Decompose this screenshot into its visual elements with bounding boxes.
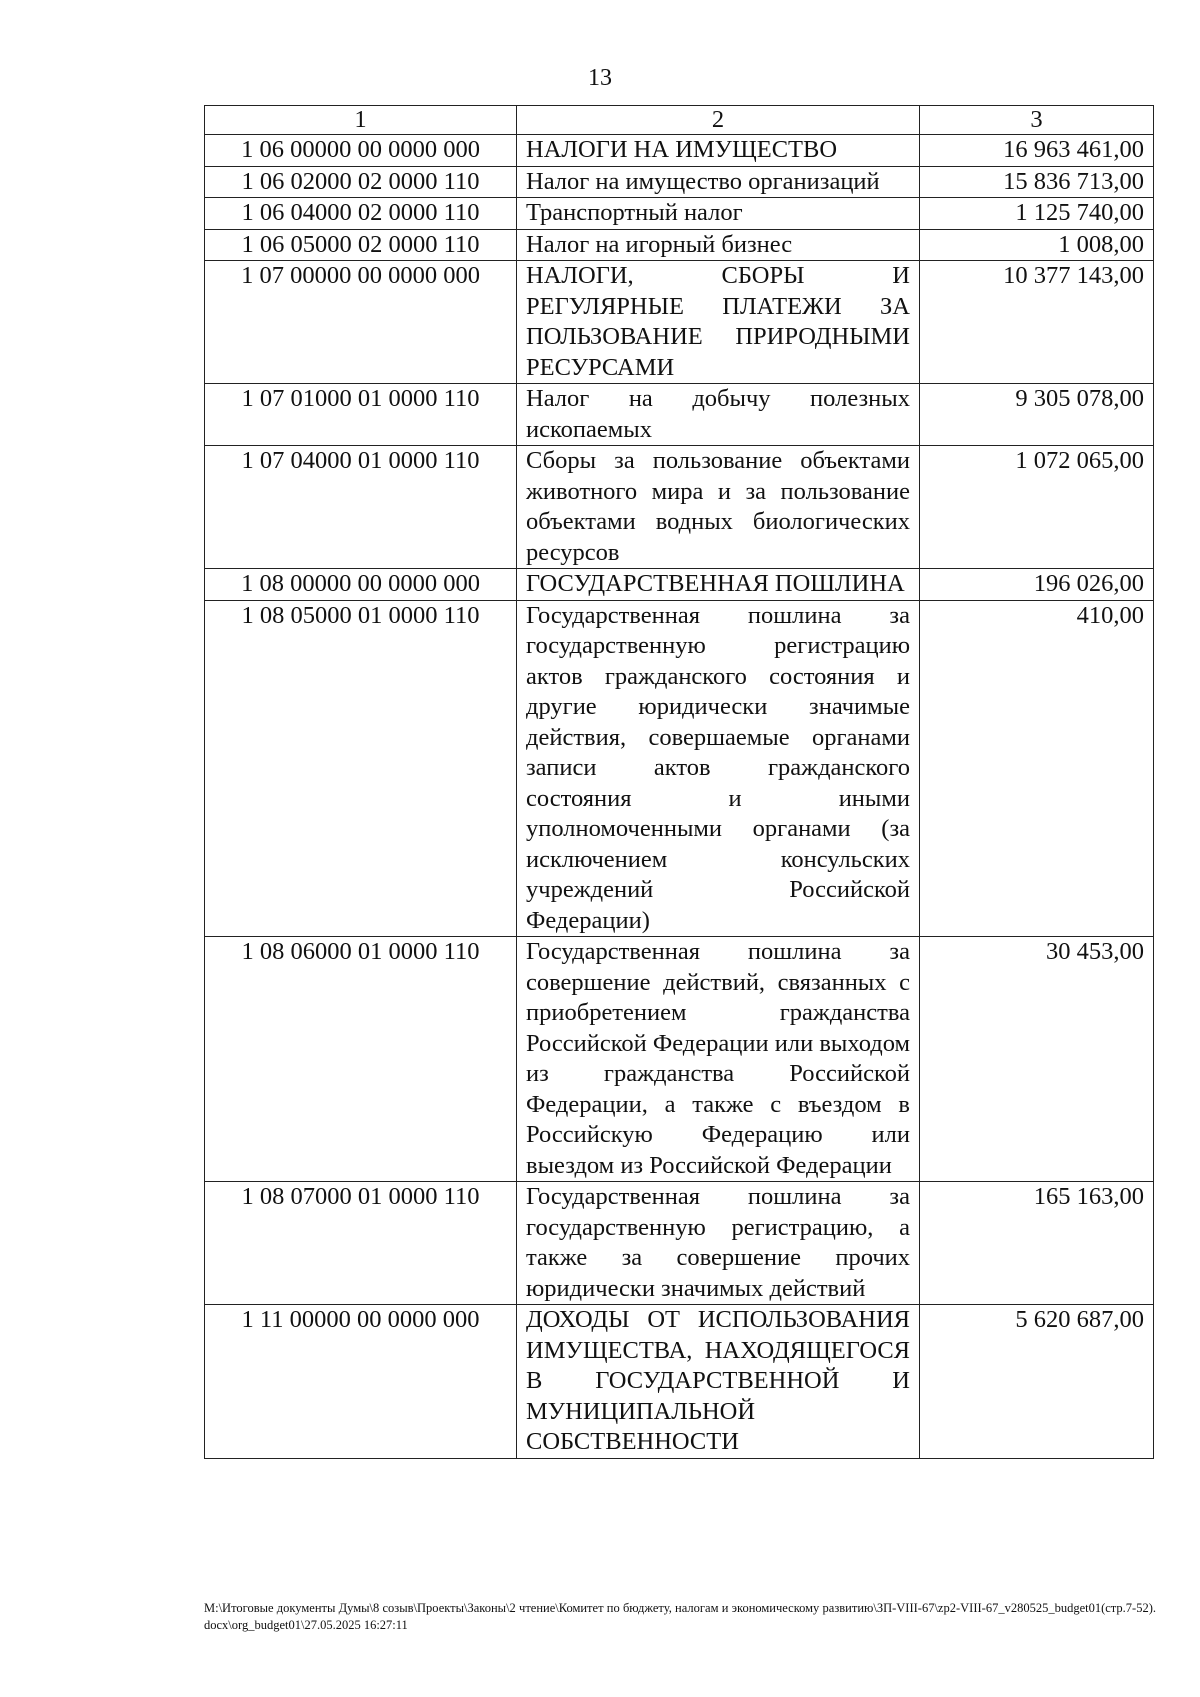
row-amount: 410,00	[920, 600, 1154, 937]
budget-revenue-table	[204, 105, 1154, 1459]
row-name: Государственная пошлина за совершение действий, связанных с приобретением гражданства Российской Федерации или выходом из гражданства Российской Федерации, а также с въездом в Российскую Федерацию или выездом из Российской Федерации	[517, 937, 920, 1182]
document-file-path-footer: M:\Итоговые документы Думы\8 созыв\Проекты\Законы\2 чтение\Комитет по бюджету, налогам и экономическому развитию\ЗП-VIII-67\zp2-VIII-67_v280525_budget01(стр.7-52).docx\org_budget01\27.05.2025 16:27:11	[204, 1601, 1156, 1632]
table-row	[205, 229, 1154, 261]
row-name: Сборы за пользование объектами животного мира и за пользование объектами водных биологических ресурсов	[517, 446, 920, 569]
row-name: НАЛОГИ НА ИМУЩЕСТВО	[517, 135, 920, 167]
column-header-amount: 3	[920, 106, 1154, 135]
row-code: 1 06 04000 02 0000 110	[205, 198, 517, 230]
row-name: Транспортный налог	[517, 198, 920, 230]
table-row	[205, 446, 1154, 569]
table-row	[205, 384, 1154, 446]
row-name: Налог на имущество организаций	[517, 166, 920, 198]
row-amount: 30 453,00	[920, 937, 1154, 1182]
row-code: 1 06 02000 02 0000 110	[205, 166, 517, 198]
row-amount: 9 305 078,00	[920, 384, 1154, 446]
row-name: Государственная пошлина за государственную регистрацию, а также за совершение прочих юридически значимых действий	[517, 1182, 920, 1305]
table-header-row	[205, 106, 1154, 135]
row-name: НАЛОГИ, СБОРЫ И РЕГУЛЯРНЫЕ ПЛАТЕЖИ ЗА ПОЛЬЗОВАНИЕ ПРИРОДНЫМИ РЕСУРСАМИ	[517, 261, 920, 384]
row-code: 1 06 00000 00 0000 000	[205, 135, 517, 167]
row-amount: 165 163,00	[920, 1182, 1154, 1305]
row-name: ДОХОДЫ ОТ ИСПОЛЬЗОВАНИЯ ИМУЩЕСТВА, НАХОДЯЩЕГОСЯ В ГОСУДАРСТВЕННОЙ И МУНИЦИПАЛЬНОЙ СОБСТВЕННОСТИ	[517, 1305, 920, 1459]
row-code: 1 08 07000 01 0000 110	[205, 1182, 517, 1305]
table-row	[205, 166, 1154, 198]
row-code: 1 11 00000 00 0000 000	[205, 1305, 517, 1459]
table-row	[205, 1305, 1154, 1459]
row-amount: 1 008,00	[920, 229, 1154, 261]
page-number: 13	[588, 65, 612, 91]
row-amount: 16 963 461,00	[920, 135, 1154, 167]
table-row	[205, 135, 1154, 167]
table-row	[205, 600, 1154, 937]
table-row	[205, 937, 1154, 1182]
row-name: Налог на игорный бизнес	[517, 229, 920, 261]
row-code: 1 07 01000 01 0000 110	[205, 384, 517, 446]
row-amount: 1 072 065,00	[920, 446, 1154, 569]
row-code: 1 08 00000 00 0000 000	[205, 569, 517, 601]
row-code: 1 07 00000 00 0000 000	[205, 261, 517, 384]
column-header-code: 1	[205, 106, 517, 135]
row-amount: 10 377 143,00	[920, 261, 1154, 384]
row-name: Налог на добычу полезных ископаемых	[517, 384, 920, 446]
row-amount: 196 026,00	[920, 569, 1154, 601]
table-row	[205, 569, 1154, 601]
table-row	[205, 198, 1154, 230]
row-name: Государственная пошлина за государственную регистрацию актов гражданского состояния и другие юридически значимые действия, совершаемые органами записи актов гражданского состояния и иными уполномоченными органами (за исключением консульских учреждений Российской Федерации)	[517, 600, 920, 937]
table-row	[205, 261, 1154, 384]
row-code: 1 08 05000 01 0000 110	[205, 600, 517, 937]
row-code: 1 06 05000 02 0000 110	[205, 229, 517, 261]
row-code: 1 08 06000 01 0000 110	[205, 937, 517, 1182]
row-name: ГОСУДАРСТВЕННАЯ ПОШЛИНА	[517, 569, 920, 601]
table-row	[205, 1182, 1154, 1305]
row-code: 1 07 04000 01 0000 110	[205, 446, 517, 569]
row-amount: 5 620 687,00	[920, 1305, 1154, 1459]
row-amount: 15 836 713,00	[920, 166, 1154, 198]
row-amount: 1 125 740,00	[920, 198, 1154, 230]
column-header-name: 2	[517, 106, 920, 135]
